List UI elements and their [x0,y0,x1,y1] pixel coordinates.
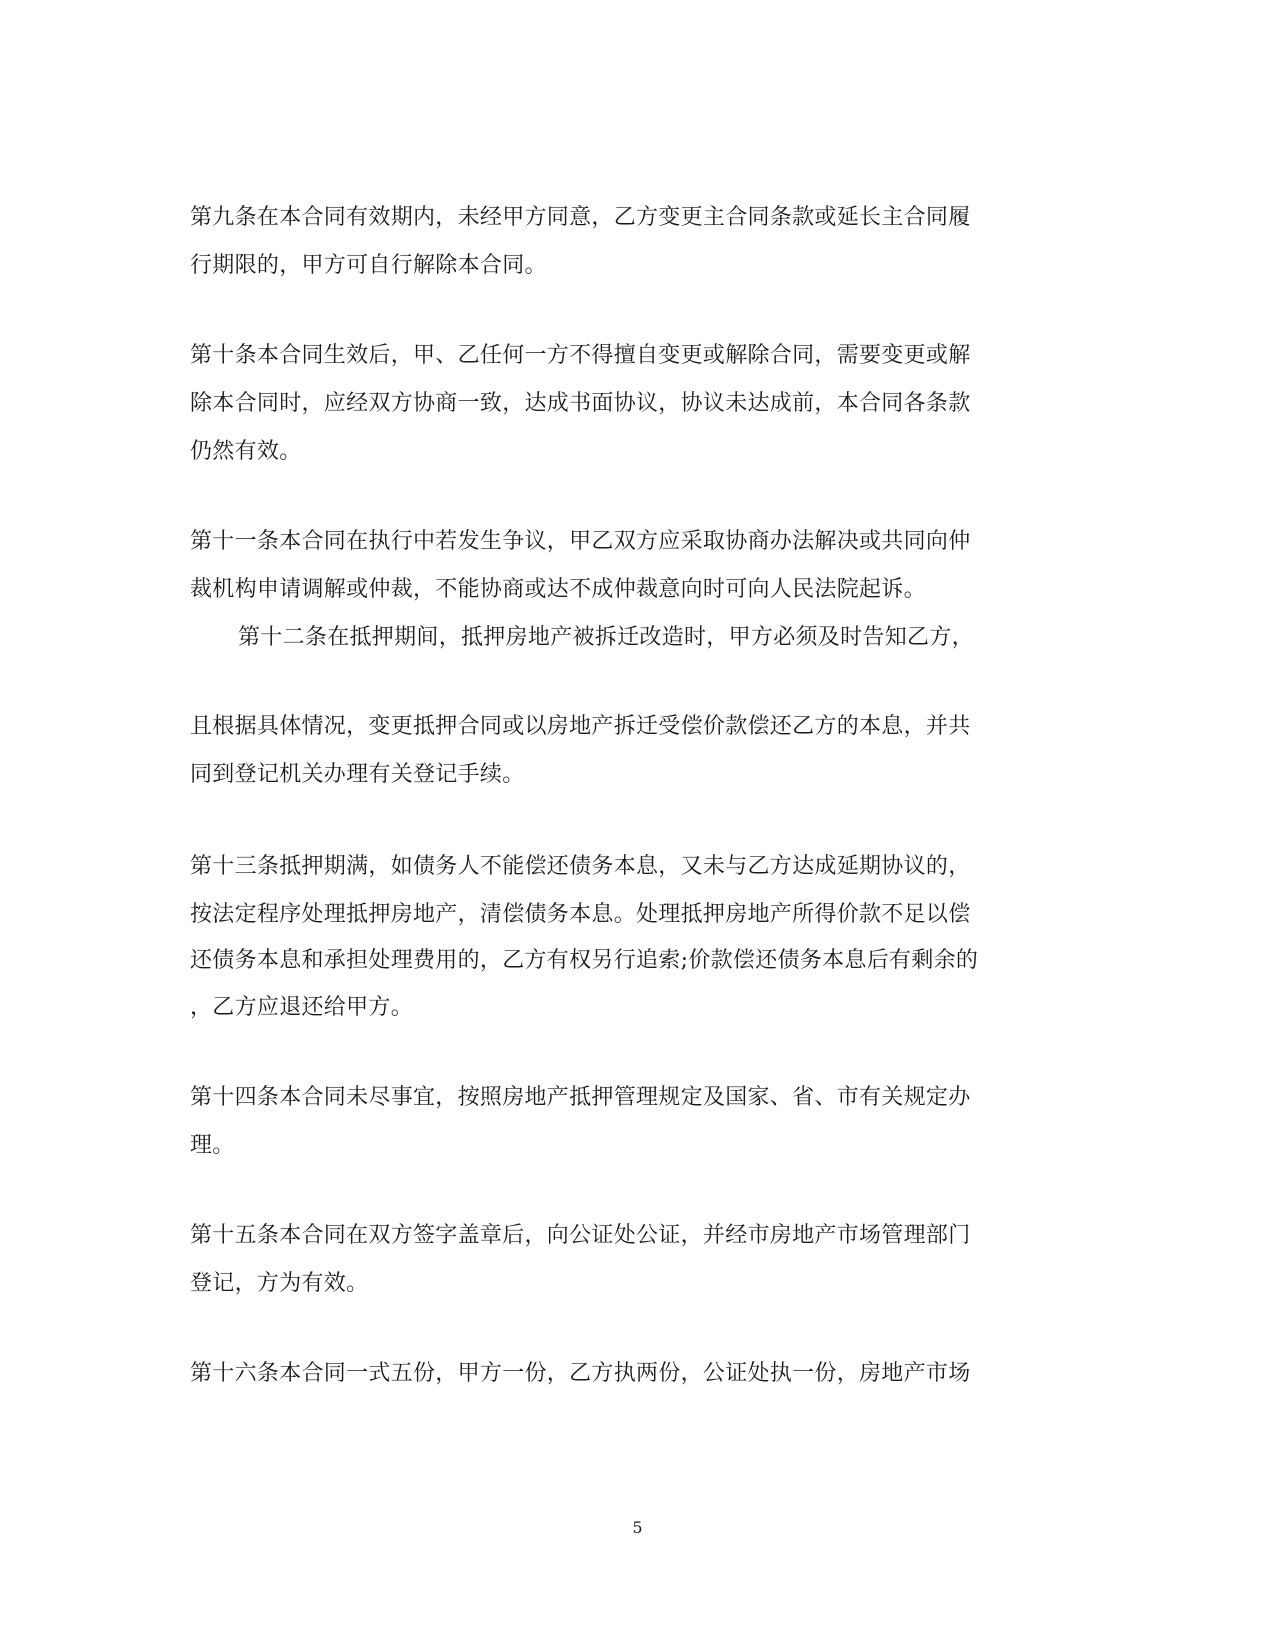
page-number: 5 [632,1518,643,1537]
article-15-line-2: 登记，方为有效。 [190,1271,369,1296]
article-9-line-2: 行期限的，甲方可自行解除本合同。 [190,253,547,278]
article-10-line-2: 除本合同时，应经双方协商一致，达成书面协议，协议未达成前，本合同各条款 [190,391,971,416]
article-14-line-1: 第十四条本合同未尽事宜，按照房地产抵押管理规定及国家、省、市有关规定办 [190,1085,971,1110]
article-12-line-1: 第十二条在抵押期间，抵押房地产被拆迁改造时，甲方必须及时告知乙方， [238,625,974,650]
article-13-line-2: 按法定程序处理抵押房地产，清偿债务本息。处理抵押房地产所得价款不足以偿 [190,902,971,927]
article-11-line-2: 裁机构申请调解或仲裁，不能协商或达不成仲裁意向时可向人民法院起诉。 [190,577,926,602]
article-14-line-2: 理。 [190,1133,235,1158]
article-15-line-1: 第十五条本合同在双方签字盖章后，向公证处公证，并经市房地产市场管理部门 [190,1223,971,1248]
article-13-line-1: 第十三条抵押期满，如债务人不能偿还债务本息，又未与乙方达成延期协议的， [190,854,971,879]
article-10-line-3: 仍然有效。 [190,439,302,464]
article-11-line-1: 第十一条本合同在执行中若发生争议，甲乙双方应采取协商办法解决或共同向仲 [190,529,971,554]
article-13-line-3: 还债务本息和承担处理费用的，乙方有权另行追索;价款偿还债务本息后有剩余的 [190,948,979,973]
article-13-line-4: ，乙方应退还给甲方。 [190,995,414,1020]
article-12-line-2: 且根据具体情况，变更抵押合同或以房地产拆迁受偿价款偿还乙方的本息，并共 [190,714,971,739]
article-16-line-1: 第十六条本合同一式五份，甲方一份，乙方执两份，公证处执一份，房地产市场 [190,1361,971,1386]
article-10-line-1: 第十条本合同生效后，甲、乙任何一方不得擅自变更或解除合同，需要变更或解 [190,343,971,368]
article-12-line-3: 同到登记机关办理有关登记手续。 [190,762,525,787]
article-9-line-1: 第九条在本合同有效期内，未经甲方同意，乙方变更主合同条款或延长主合同履 [190,205,971,230]
